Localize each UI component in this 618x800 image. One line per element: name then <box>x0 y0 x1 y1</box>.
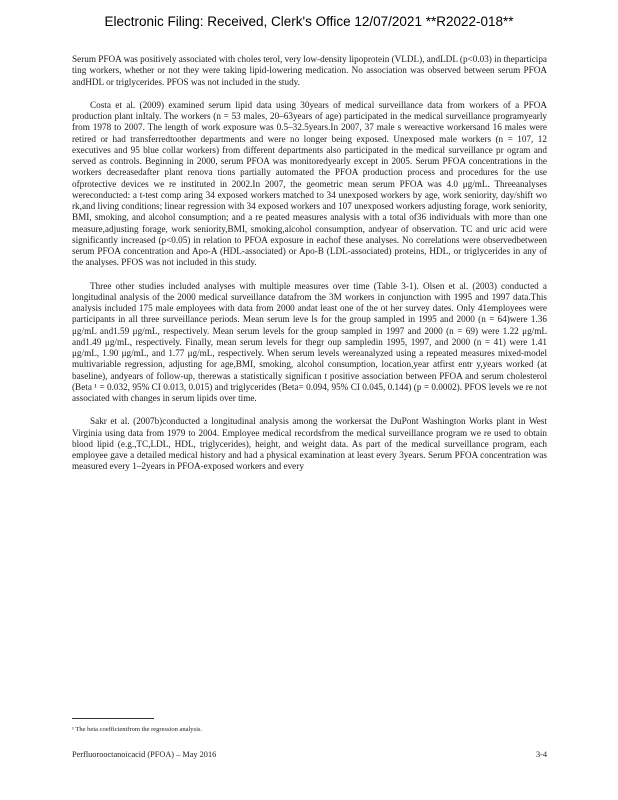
footer-document-title: Perfluorooctanoicacid (PFOA) – May 2016 <box>72 750 217 759</box>
paragraph-serum-pfoa: Serum PFOA was positively associated with choles terol, very low-density lipoprotein (VLDL), andLDL (p<0.03) in theparticipa ting workers, whether or not they were taking lipid-lowering medication. No association was observed between serum PFOA andHDL or triglycerides. PFOS was not included in the study. <box>72 54 547 87</box>
footnote: ¹ The beta coefficientfrom the regression analysis. <box>72 726 203 733</box>
footnote-divider <box>72 718 154 719</box>
paragraph-olsen: Three other studies included analyses with multiple measures over time (Table 3-1). Olsen et al. (2003) conducted a longitudinal analysis of the 2000 medical surveillance datafrom the 3M workers in conjunction with 1995 and 1997 data.This analysis included 175 male employees with data from 2000 andat least one of the ot her survey dates. Only 41employees were participants in all three surveillance periods. Mean serum leve ls for the group sampled in 1995 and 2000 (n = 64)were 1.36 μg/mL and1.59 μg/mL, respectively. Mean serum levels for the group sampled in 1997 and 2000 (n = 69) were 1.22 μg/mL and1.49 μg/mL, respectively. Finally, mean serum levels for thegr oup sampledin 1995, 1997, and 2000 (n = 41) were 1.41 μg/mL, 1.90 μg/mL, and 1.77 μg/mL, respectively. When serum levels wereanalyzed using a repeated measures mixed-model multivariable regression, adjusting for age,BMI, smoking, alcohol consumption, location,year atfirst entr y,years worked (at baseline), andyears of follow-up, therewas a statistically significan t positive association between PFOA and serum cholesterol (Beta ¹ = 0.032, 95% CI 0.013, 0.015) and triglycerides (Beta= 0.094, 95% CI 0.045, 0.144) (p = 0.0002). PFOS levels we re not associated with changes in serum lipids over time. <box>72 280 547 403</box>
paragraph-costa: Costa et al. (2009) examined serum lipid data using 30years of medical surveillance data from workers of a PFOA production plant inItaly. The workers (n = 53 males, 20–63years of age) participated in the medical surveillance programyearly from 1978 to 2007. The length of work exposure was 0.5–32.5years.In 2007, 37 male s wereactive workersand 16 males were retired or had transferredtoother departments and were no longer being exposed. Unexposed male workers (n = 107, 12 executives and 95 blue collar workers) from different departments also participated in the medical surveillance pr ogram and served as controls. Beginning in 2000, serum PFOA was monitoredyearly except in 2005. Serum PFOA concentrations in the workers decreasedafter plant renova tions partially automated the PFOA production process and procedures for the use ofprotective devices we re instituted in 2002.In 2007, the geometric mean serum PFOA was 4.0 μg/mL. Threeanalyses wereconducted: a t-test comp aring 34 exposed workers matched to 34 unexposed workers by age, work seniority, day/shift wo rk,and living conditions; linear regression with 34 exposed workers and 107 unexposed workers adjusting forage, work seniority, BMI, smoking, and alcohol consumption; and a re peated measures analysis with a total of36 individuals with more than one measure,adjusting forage, work seniority,BMI, smoking,alcohol consumption, andyear of observation. TC and uric acid were significantly increased (p<0.05) in relation to PFOA exposure in eachof these analyses. No correlations were observedbetween serum PFOA concentration and Apo-A (HDL-associated) or Apo-B (LDL-associated) proteins, HDL, or triglycerides in any of the analyses. PFOS was not included in this study. <box>72 99 547 268</box>
document-body <box>72 54 547 485</box>
paragraph-sakr: Sakr et al. (2007b)conducted a longitudinal analysis among the workersat the DuPont Washington Works plant in West Virginia using data from 1979 to 2004. Employee medical recordsfrom the medical surveillance program we re used to obtain blood lipid (e.g.,TC,LDL, HDL, triglycerides), height, and weight data. As part of the medical surveillance program, each employee gave a detailed medical history and had a physical examination at least every 3years. Serum PFOA concentration was measured every 1–2years in PFOA-exposed workers and every <box>72 416 547 472</box>
filing-header: Electronic Filing: Received, Clerk's Office 12/07/2021 **R2022-018** <box>104 14 514 29</box>
page-number: 3-4 <box>535 750 547 759</box>
